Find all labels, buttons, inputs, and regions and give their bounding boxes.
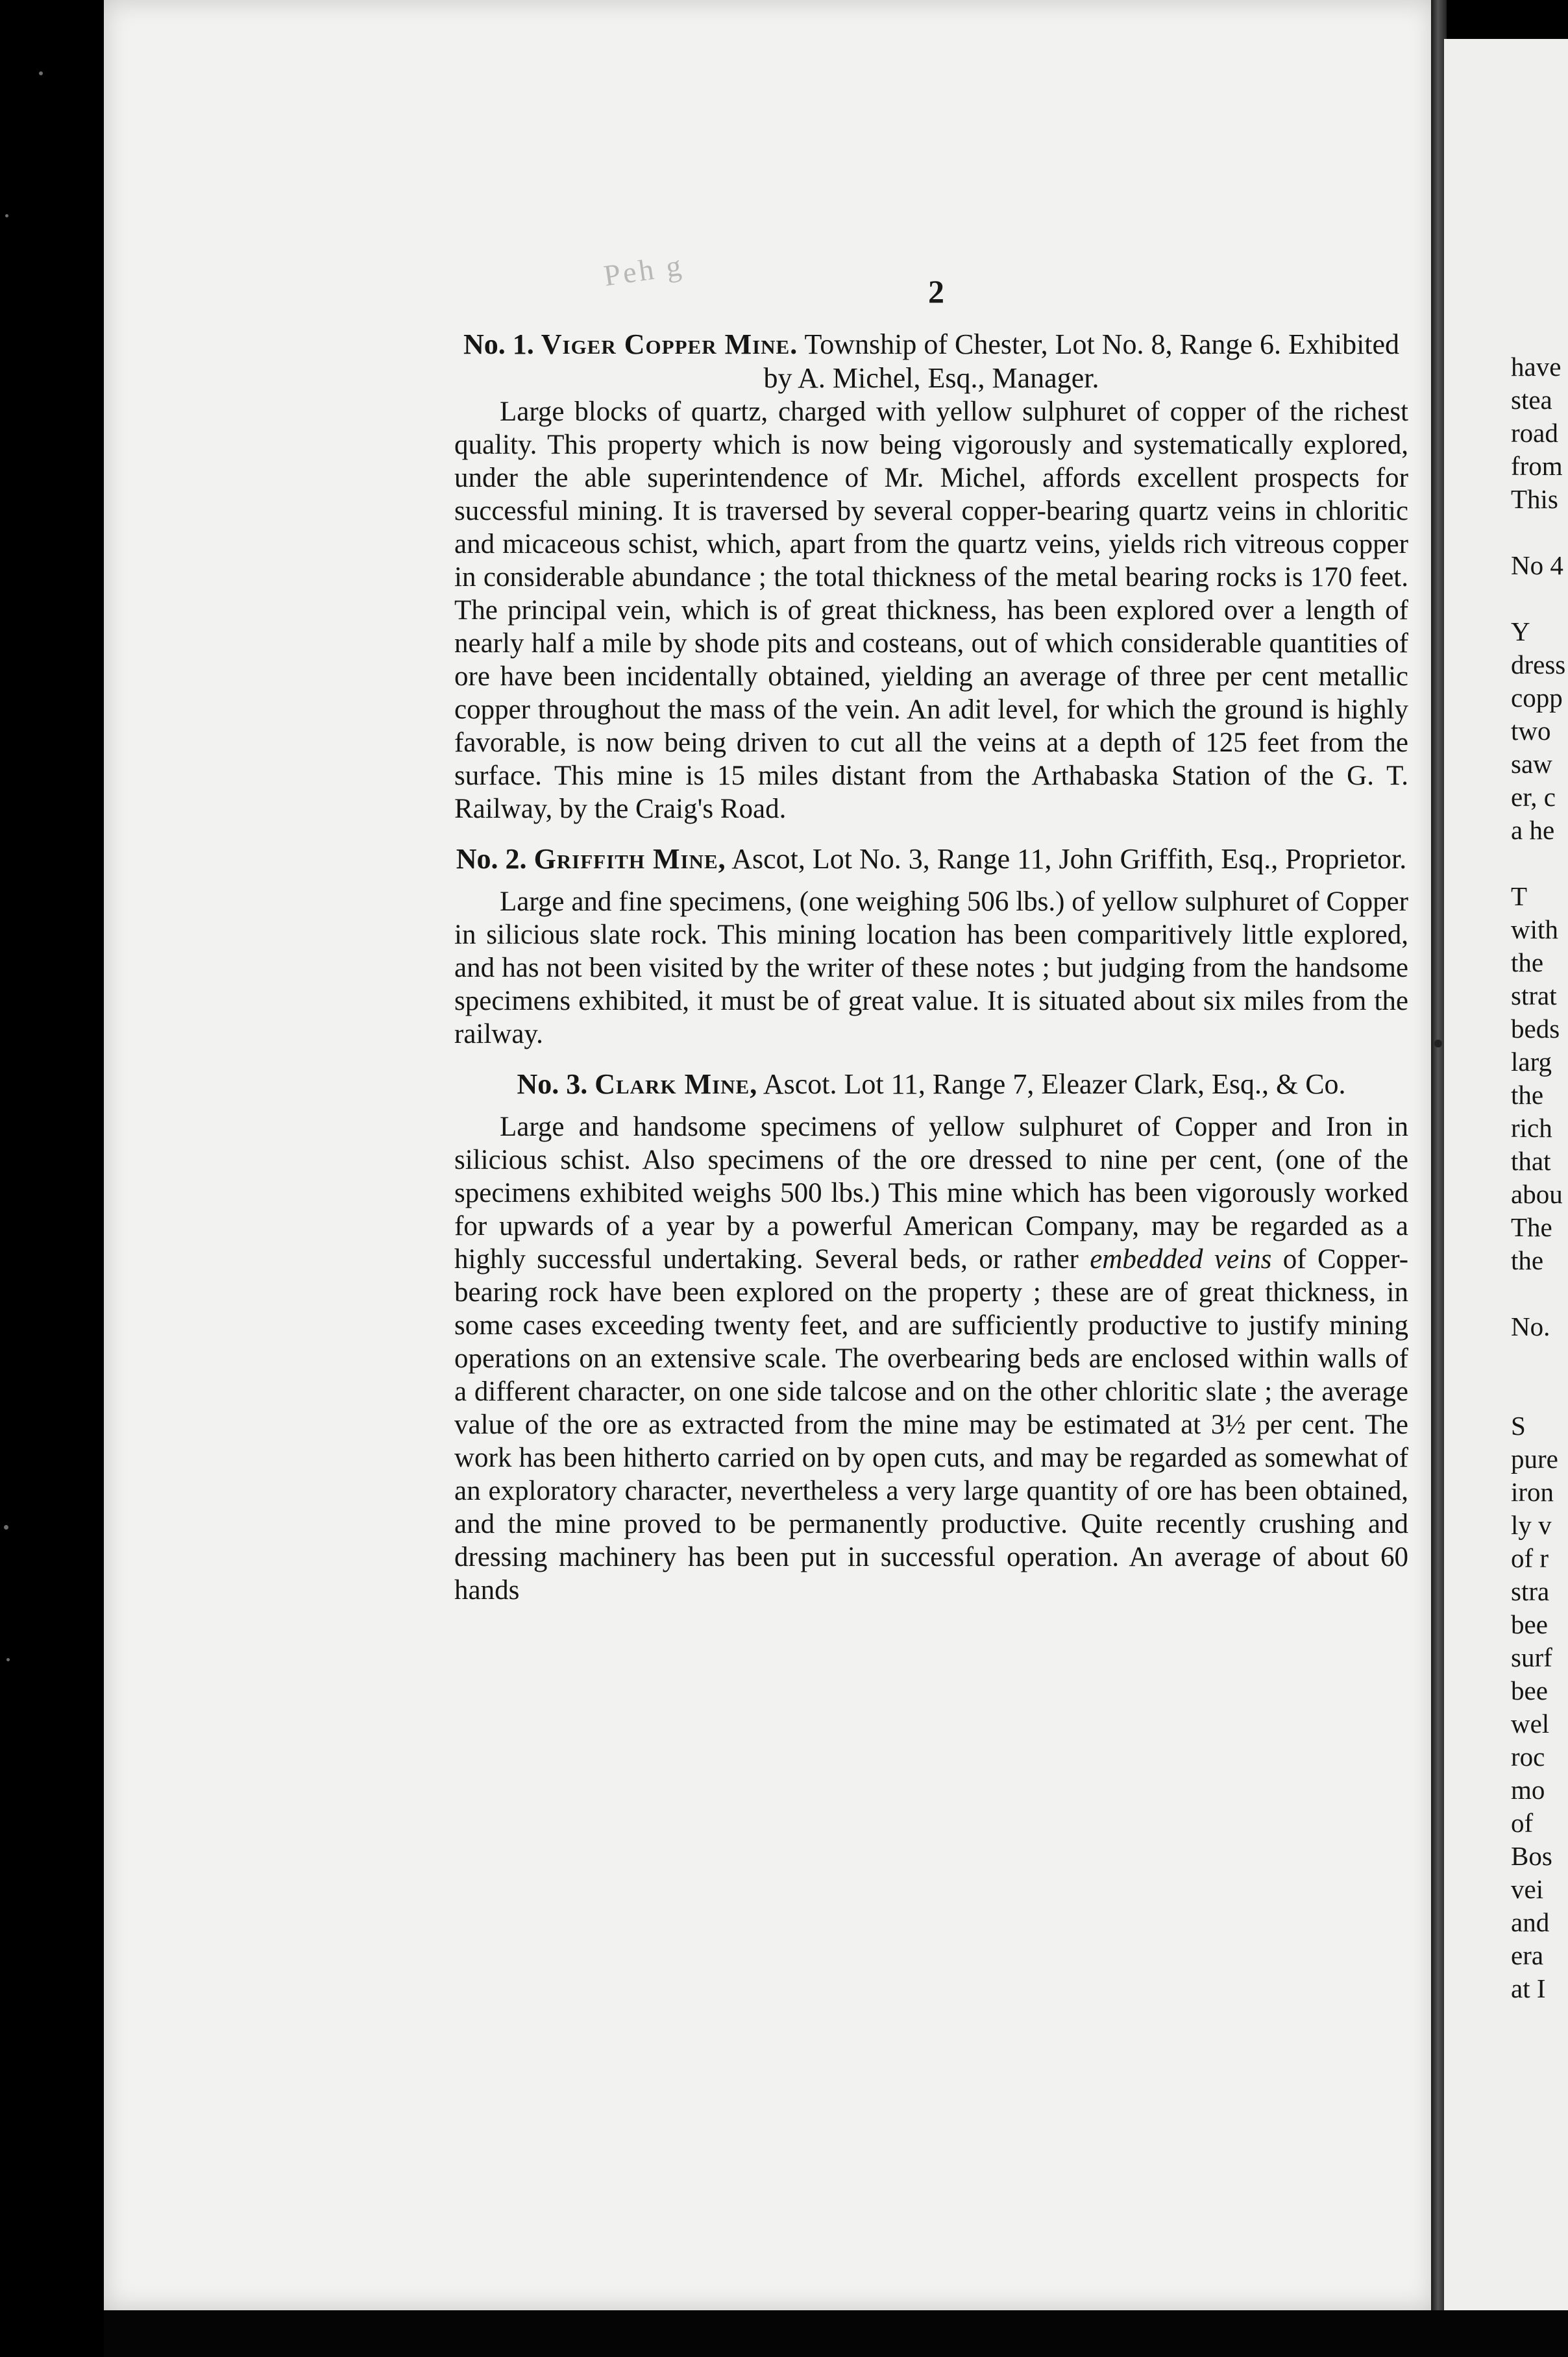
bottom-shadow bbox=[104, 2310, 1568, 2357]
adjacent-line: and bbox=[1511, 1907, 1550, 1937]
entry-details: Ascot, Lot No. 3, Range 11, John Griffith, Esq., Proprietor. bbox=[731, 843, 1407, 875]
adjacent-line bbox=[1511, 1376, 1568, 1410]
adjacent-page-text bbox=[1511, 350, 1568, 2005]
adjacent-line: surf bbox=[1511, 1643, 1552, 1672]
entry-paragraph: Large and fine specimens, (one weighing 506 lbs.) of yellow sulphuret of Copper in silicious slate rock. This mining location has been comparitively little explored, and has not been visited by the writer of these notes ; but judging from the handsome specimens exhibited, it must be of great value. It is situated about six miles from the railway. bbox=[454, 886, 1408, 1049]
ink-dot bbox=[1434, 1040, 1442, 1047]
adjacent-line: that bbox=[1511, 1146, 1551, 1176]
adjacent-line: the bbox=[1511, 1080, 1544, 1110]
adjacent-line: Bos bbox=[1511, 1841, 1552, 1871]
adjacent-line bbox=[1511, 582, 1568, 615]
margin-speck bbox=[4, 1525, 8, 1530]
adjacent-line: bee bbox=[1511, 1676, 1548, 1705]
adjacent-line: abou bbox=[1511, 1179, 1563, 1209]
adjacent-line: copp bbox=[1511, 683, 1563, 713]
adjacent-line: of bbox=[1511, 1808, 1534, 1838]
adjacent-line: No 4 bbox=[1511, 550, 1563, 580]
pencil-annotation: Peh g bbox=[602, 248, 686, 293]
adjacent-line: T bbox=[1511, 881, 1528, 911]
adjacent-line: strat bbox=[1511, 981, 1557, 1010]
adjacent-line: rich bbox=[1511, 1113, 1552, 1143]
adjacent-line: iron bbox=[1511, 1477, 1554, 1507]
adjacent-line bbox=[1511, 1343, 1568, 1376]
margin-speck bbox=[39, 71, 43, 75]
adjacent-line: from bbox=[1511, 451, 1563, 481]
adjacent-line: beds bbox=[1511, 1014, 1560, 1044]
mine-name: Griffith Mine, bbox=[533, 843, 726, 875]
adjacent-line: the bbox=[1511, 947, 1544, 977]
adjacent-line: dress bbox=[1511, 650, 1566, 679]
adjacent-line: Y bbox=[1511, 617, 1530, 646]
adjacent-line: with bbox=[1511, 914, 1558, 944]
entry-number: No. 3. bbox=[517, 1068, 588, 1100]
adjacent-line: of r bbox=[1511, 1543, 1549, 1573]
entry-number: No. 2. bbox=[456, 843, 527, 875]
adjacent-line: saw bbox=[1511, 749, 1552, 779]
adjacent-line: a he bbox=[1511, 815, 1555, 845]
margin-speck bbox=[5, 214, 8, 217]
adjacent-line: era bbox=[1511, 1940, 1544, 1970]
adjacent-line: wel bbox=[1511, 1709, 1550, 1739]
entry-heading bbox=[454, 842, 1408, 876]
adjacent-line: at I bbox=[1511, 1973, 1546, 2003]
adjacent-line: two bbox=[1511, 716, 1551, 746]
paragraph-text: Large and handsome specimens of yellow sulphuret of Copper and Iron in silicious schist. Also specimens of the ore dressed to nine per cent, (one of the specimens exhibited weighs 500 lbs.) This mine which has been vigorously worked for upwards of a year by a powerful American Company, may be regarded as a highly successful undertaking. Several beds, or rather bbox=[454, 1112, 1408, 1275]
adjacent-line: roc bbox=[1511, 1742, 1545, 1772]
adjacent-line: er, c bbox=[1511, 782, 1556, 812]
adjacent-line: S bbox=[1511, 1411, 1526, 1441]
adjacent-line: vei bbox=[1511, 1874, 1544, 1904]
adjacent-line: road bbox=[1511, 418, 1558, 448]
adjacent-line bbox=[1511, 847, 1568, 880]
adjacent-line: pure bbox=[1511, 1444, 1558, 1474]
adjacent-line: stea bbox=[1511, 385, 1552, 415]
entry-paragraph: Large blocks of quartz, charged with yellow sulphuret of copper of the richest quality. This property which is now being vigorously and systematically explored, under the able superintendence of Mr. Michel, affords excellent prospects for successful mining. It is traversed by several copper-bearing quartz veins in chloritic and micaceous schist, which, apart from the quartz veins, yields rich vitreous copper in considerable abundance ; the total thickness of the metal bearing rocks is 170 feet. The principal vein, which is of great thickness, has been explored over a length of nearly half a mile by shode pits and costeans, out of which considerable quantities of ore have been incidentally obtained, yielding an average of three per cent metallic copper throughout the mass of the vein. An adit level, for which the ground is highly favorable, is now being driven to cut all the veins at a depth of 125 feet from the surface. This mine is 15 miles distant from the Arthabaska Station of the G. T. Railway, by the Craig's Road. bbox=[454, 397, 1408, 824]
paragraph-text: of Copper-bearing rock have been explored on the property ; these are of great thickness, in some cases exceeding twenty feet, and are sufficiently productive to justify mining operations on an extensive scale. The overbearing beds are enclosed within walls of a different character, on one side talcose and on the other chloritic slate ; the average value of the ore as extracted from the mine may be estimated at 3½ per cent. The work has been hitherto carried on by open cuts, and may be regarded as somewhat of an exploratory character, nevertheless a very large quantity of ore has been obtained, and the mine proved to be permanently productive. Quite recently crushing and dressing machinery has been put in successful operation. An average of about 60 hands bbox=[454, 1244, 1409, 1606]
margin-speck bbox=[6, 1658, 10, 1661]
article-body bbox=[454, 328, 1408, 1607]
mine-name: Viger Copper Mine. bbox=[541, 328, 798, 360]
entry-heading bbox=[454, 328, 1408, 395]
mine-name: Clark Mine, bbox=[594, 1068, 758, 1100]
entry-heading bbox=[454, 1068, 1408, 1101]
adjacent-line: This bbox=[1511, 484, 1558, 514]
entry-details: Ascot. Lot 11, Range 7, Eleazer Clark, Esq., & Co. bbox=[763, 1068, 1346, 1100]
adjacent-line: ly v bbox=[1511, 1510, 1552, 1540]
italic-phrase: embedded veins bbox=[1090, 1244, 1272, 1275]
adjacent-line: No. bbox=[1511, 1312, 1550, 1341]
entry-details: Township of Chester, Lot No. 8, Range 6. Exhibited by A. Michel, Esq., Manager. bbox=[763, 328, 1400, 394]
adjacent-line: The bbox=[1511, 1212, 1552, 1242]
entry-number: No. 1. bbox=[463, 328, 534, 360]
adjacent-line: bee bbox=[1511, 1609, 1548, 1639]
page-number: 2 bbox=[928, 273, 944, 310]
adjacent-line: stra bbox=[1511, 1576, 1550, 1606]
entry-paragraph bbox=[454, 1110, 1408, 1607]
adjacent-line: have bbox=[1511, 352, 1562, 382]
adjacent-line: larg bbox=[1511, 1047, 1552, 1077]
adjacent-line: mo bbox=[1511, 1775, 1545, 1805]
adjacent-line: the bbox=[1511, 1245, 1544, 1275]
adjacent-line bbox=[1511, 516, 1568, 549]
adjacent-line bbox=[1511, 1277, 1568, 1310]
